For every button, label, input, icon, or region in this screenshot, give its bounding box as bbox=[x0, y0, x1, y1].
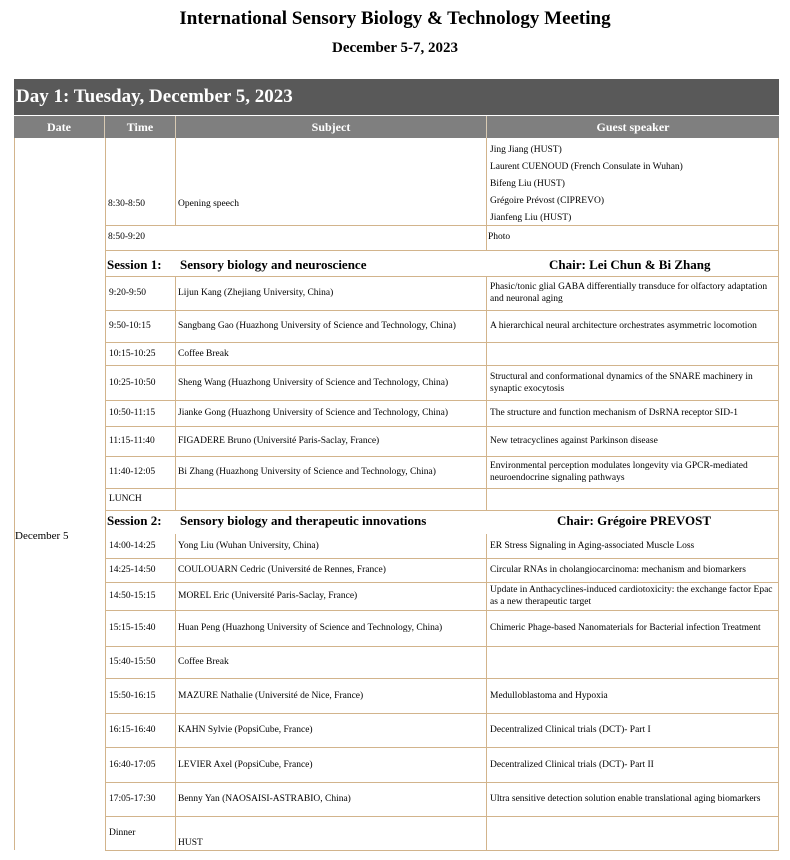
grid-line bbox=[175, 310, 176, 342]
grid-line bbox=[175, 276, 176, 310]
row-time: 15:15-15:40 bbox=[109, 623, 156, 633]
grid-line bbox=[778, 138, 779, 850]
row-guest-speaker: Ultra sensitive detection solution enable translational aging biomarkers bbox=[490, 794, 761, 804]
grid-line bbox=[175, 342, 176, 365]
row-subject: MAZURE Nathalie (Université de Nice, France) bbox=[178, 690, 364, 701]
row-subject bbox=[178, 488, 483, 510]
grid-line bbox=[486, 678, 487, 713]
row-guest-speaker bbox=[490, 646, 776, 678]
row-time: 14:50-15:15 bbox=[109, 591, 156, 601]
row-guest-speaker: ER Stress Signaling in Aging-associated Muscle Loss bbox=[490, 541, 695, 551]
row-guest-speaker: New tetracyclines against Parkinson disease bbox=[490, 436, 658, 446]
row-subject: Sangbang Gao (Huazhong University of Science and Technology, China) bbox=[178, 321, 456, 331]
session-1-title: Sensory biology and neuroscience bbox=[180, 257, 367, 272]
session-2-title: Sensory biology and therapeutic innovations bbox=[180, 513, 427, 528]
row-time: 11:40-12:05 bbox=[109, 467, 156, 477]
row-subject: KAHN Sylvie (PopsiCube, France) bbox=[178, 725, 313, 735]
row-time: 10:50-11:15 bbox=[109, 408, 156, 418]
row-guest-speaker bbox=[490, 488, 776, 510]
row-subject: COULOUARN Cedric (Université de Rennes, France) bbox=[178, 565, 386, 575]
row-guest-speaker: Phasic/tonic glial GABA differentially transduce for olfactory adaptation and neuronal aging bbox=[490, 282, 768, 304]
row-time: 16:15-16:40 bbox=[109, 725, 156, 735]
row-subject: MOREL Eric (Université Paris-Saclay, France) bbox=[178, 591, 358, 601]
document-title: International Sensory Biology & Technology Meeting bbox=[179, 8, 611, 29]
session-2-chair: Chair: Grégoire PREVOST bbox=[557, 513, 712, 528]
date-cell: December 5 bbox=[15, 530, 69, 542]
opening-speaker: Jianfeng Liu (HUST) bbox=[490, 213, 572, 223]
row-guest-speaker: Decentralized Clinical trials (DCT)- Part II bbox=[490, 759, 654, 770]
grid-line bbox=[486, 782, 487, 816]
row-subject: Benny Yan (NAOSAISI-ASTRABIO, China) bbox=[178, 794, 351, 804]
grid-line bbox=[175, 558, 176, 582]
grid-line bbox=[105, 510, 779, 511]
grid-line bbox=[486, 747, 487, 782]
column-header-date: Date bbox=[14, 116, 105, 138]
row-guest-speaker: Update in Anthacyclines-induced cardiotoxicity: the exchange factor Epac as a new therapeutic target bbox=[490, 585, 773, 607]
grid-line bbox=[486, 610, 487, 646]
row-subject: Coffee Break bbox=[178, 657, 229, 667]
photo-time: 8:50-9:20 bbox=[108, 232, 145, 242]
grid-line bbox=[175, 646, 176, 678]
row-subject: HUST bbox=[178, 838, 203, 848]
row-guest-speaker: Environmental perception modulates longevity via GPCR-mediated neuroendocrine signaling pathways bbox=[490, 461, 748, 483]
row-subject: Jianke Gong (Huazhong University of Science and Technology, China) bbox=[178, 408, 449, 418]
column-header-time: Time bbox=[105, 116, 176, 138]
grid-line bbox=[14, 138, 15, 850]
opening-speaker: Jing Jiang (HUST) bbox=[490, 145, 562, 155]
row-time: 15:40-15:50 bbox=[109, 657, 156, 667]
grid-line bbox=[175, 365, 176, 400]
opening-speaker: Laurent CUENOUD (French Consulate in Wuhan) bbox=[490, 162, 683, 172]
grid-line bbox=[175, 713, 176, 747]
row-time: 17:05-17:30 bbox=[109, 794, 156, 804]
row-time: 9:50-10:15 bbox=[109, 321, 151, 331]
grid-line bbox=[175, 426, 176, 456]
grid-line bbox=[175, 610, 176, 646]
session-2-number: Session 2: bbox=[107, 513, 162, 528]
row-subject: Huan Peng (Huazhong University of Science and Technology, China) bbox=[178, 623, 443, 633]
day-heading: Day 1: Tuesday, December 5, 2023 bbox=[14, 79, 779, 115]
grid-line bbox=[175, 782, 176, 816]
opening-time: 8:30-8:50 bbox=[108, 199, 145, 209]
row-guest-speaker: A hierarchical neural architecture orchestrates asymmetric locomotion bbox=[490, 321, 757, 331]
row-subject: Coffee Break bbox=[178, 348, 229, 359]
row-time: 10:15-10:25 bbox=[109, 348, 156, 359]
opening-speaker: Bifeng Liu (HUST) bbox=[490, 179, 565, 189]
row-time: Dinner bbox=[109, 828, 136, 838]
row-guest-speaker: Circular RNAs in cholangiocarcinoma: mechanism and biomarkers bbox=[490, 565, 746, 575]
row-subject: Sheng Wang (Huazhong University of Science and Technology, China) bbox=[178, 377, 449, 388]
row-time: 15:50-16:15 bbox=[109, 690, 156, 701]
grid-line bbox=[486, 646, 487, 678]
grid-line bbox=[175, 456, 176, 488]
grid-line bbox=[486, 276, 487, 510]
column-header-guest-speaker: Guest speaker bbox=[487, 116, 779, 138]
session-1-chair: Chair: Lei Chun & Bi Zhang bbox=[549, 257, 711, 272]
grid-line bbox=[175, 678, 176, 713]
grid-line bbox=[105, 225, 779, 226]
grid-line bbox=[486, 138, 487, 250]
row-guest-speaker bbox=[490, 816, 776, 850]
grid-line bbox=[105, 250, 779, 251]
row-guest-speaker: Decentralized Clinical trials (DCT)- Part I bbox=[490, 725, 651, 735]
row-time: 14:00-14:25 bbox=[109, 541, 156, 551]
row-time: 9:20-9:50 bbox=[109, 288, 146, 298]
grid-line bbox=[486, 534, 487, 558]
grid-line bbox=[175, 816, 176, 850]
row-subject: Bi Zhang (Huazhong University of Science and Technology, China) bbox=[178, 467, 436, 477]
row-guest-speaker: The structure and function mechanism of DsRNA receptor SID-1 bbox=[490, 408, 738, 418]
column-header-subject: Subject bbox=[176, 116, 487, 138]
row-guest-speaker bbox=[490, 342, 776, 365]
row-guest-speaker: Medulloblastoma and Hypoxia bbox=[490, 690, 608, 701]
row-time: 11:15-11:40 bbox=[109, 436, 155, 446]
row-time: LUNCH bbox=[109, 494, 142, 504]
row-time: 16:40-17:05 bbox=[109, 759, 156, 770]
grid-line bbox=[175, 534, 176, 558]
grid-line bbox=[486, 816, 487, 850]
opening-speaker: Grégoire Prévost (CIPREVO) bbox=[490, 196, 604, 206]
row-subject: LEVIER Axel (PopsiCube, France) bbox=[178, 759, 313, 770]
grid-line bbox=[175, 400, 176, 426]
row-subject: Lijun Kang (Zhejiang University, China) bbox=[178, 288, 334, 298]
row-time: 10:25-10:50 bbox=[109, 377, 156, 388]
grid-line bbox=[486, 713, 487, 747]
grid-line bbox=[175, 488, 176, 510]
session-1-number: Session 1: bbox=[107, 257, 162, 272]
row-subject: Yong Liu (Wuhan University, China) bbox=[178, 541, 319, 551]
row-guest-speaker: Chimeric Phage-based Nanomaterials for Bacterial infection Treatment bbox=[490, 623, 761, 633]
row-time: 14:25-14:50 bbox=[109, 565, 156, 575]
row-subject: FIGADERE Bruno (Université Paris-Saclay, France) bbox=[178, 436, 380, 446]
grid-line bbox=[175, 582, 176, 610]
photo-label: Photo bbox=[488, 232, 511, 242]
row-guest-speaker: Structural and conformational dynamics of the SNARE machinery in synaptic exocytosis bbox=[490, 371, 753, 394]
grid-line bbox=[486, 582, 487, 610]
grid-line bbox=[105, 138, 106, 850]
meeting-dates: December 5-7, 2023 bbox=[332, 40, 458, 56]
grid-line bbox=[175, 747, 176, 782]
grid-line bbox=[175, 138, 176, 225]
grid-line bbox=[486, 558, 487, 582]
opening-subject: Opening speech bbox=[178, 199, 239, 209]
grid-line bbox=[105, 850, 779, 851]
